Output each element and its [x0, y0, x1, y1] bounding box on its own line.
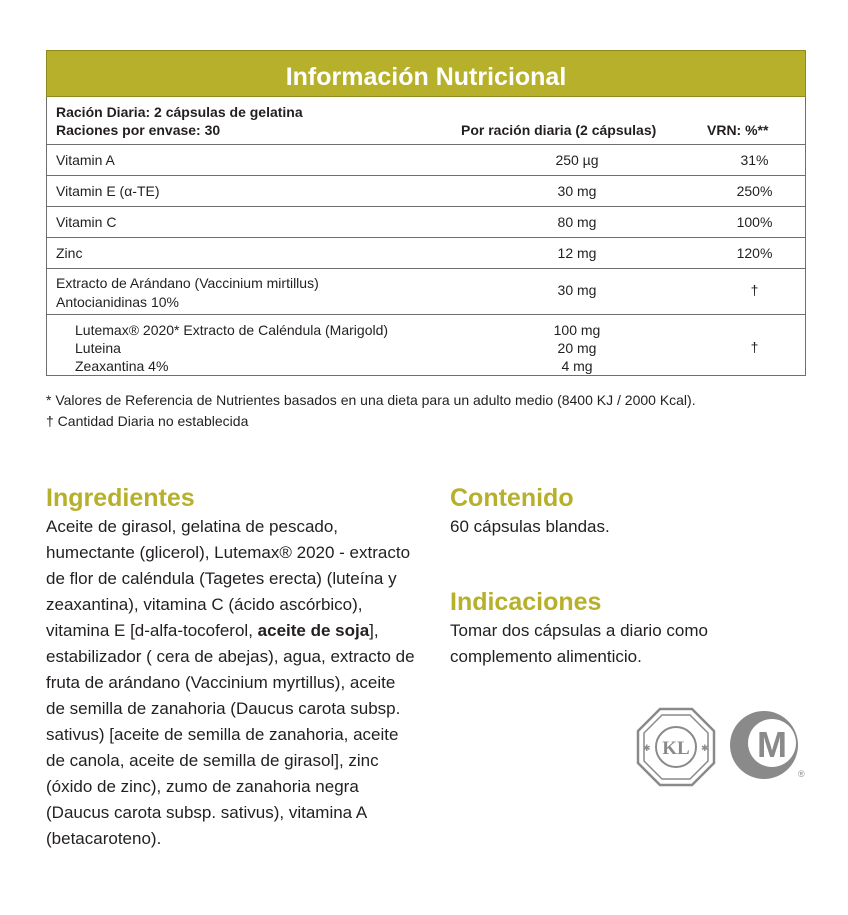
nutrient-name-line: Lutemax® 2020* Extracto de Caléndula (Marigold): [75, 322, 389, 338]
star-right-icon: ✱: [701, 744, 709, 754]
serving-size: Ración Diaria: 2 cápsulas de gelatina: [56, 104, 303, 120]
nutrient-amount-line: 100 mg: [553, 322, 601, 338]
nutrient-amount-line: 20 mg: [557, 340, 597, 356]
nutrient-vrn: 120%: [736, 245, 773, 261]
ingredients-text-start: Aceite de girasol, gelatina de pescado, humectante (glicerol), Lutemax® 2020 - extracto de flor de caléndula (Tagetes erecta) (luteína y zeaxantina), vitamina C (ácido ascórbico), vitamina E [d-alfa-tocoferol,: [46, 517, 411, 640]
nutrient-vrn: †: [750, 282, 759, 298]
m-certification-logo: [728, 707, 808, 787]
nutrient-vrn: 31%: [740, 152, 769, 168]
m-letter: M: [757, 724, 787, 765]
star-left-icon: ✱: [643, 744, 651, 754]
ingredients-heading: Ingredientes: [46, 484, 195, 512]
nutrient-amount-line: 4 mg: [561, 358, 593, 374]
nutrition-title: Información Nutricional: [46, 50, 806, 97]
kosher-letters: KL: [662, 738, 690, 759]
table-row: [47, 207, 805, 238]
nutrient-vrn: 100%: [736, 214, 773, 230]
amount-column-header: Por ración diaria (2 cápsulas): [461, 122, 657, 138]
nutrient-amount: 12 mg: [557, 245, 597, 261]
servings-per-container: Raciones por envase: 30: [56, 122, 221, 138]
kosher-certification-logo: [636, 707, 716, 787]
registered-mark-icon: ®: [798, 769, 805, 779]
vrn-column-header: VRN: %**: [707, 122, 769, 138]
ingredients-text: [46, 514, 416, 852]
nutrition-table: [46, 50, 806, 376]
table-row: [47, 176, 805, 207]
nutrient-name: Vitamin C: [56, 214, 117, 230]
nutrient-amount: 30 mg: [557, 282, 597, 298]
contents-heading: Contenido: [450, 484, 574, 512]
nutrient-amount: 30 mg: [557, 183, 597, 199]
footnotes: [46, 390, 696, 432]
nutrient-name: [56, 274, 319, 312]
nutrient-vrn: 250%: [736, 183, 773, 199]
table-row: [47, 315, 805, 375]
nutrient-name: Vitamin A: [56, 152, 115, 168]
contents-text: 60 cápsulas blandas.: [450, 517, 610, 536]
table-row: [47, 145, 805, 176]
nutrient-amount: 80 mg: [557, 214, 597, 230]
nutrient-name: [75, 321, 388, 375]
nutrient-name: Zinc: [56, 245, 83, 261]
nutrient-vrn: †: [750, 339, 759, 355]
nutrient-amount: 250 µg: [555, 152, 599, 168]
footnote-dagger: † Cantidad Diaria no establecida: [46, 413, 249, 429]
nutrient-name-line: Luteina: [75, 340, 121, 356]
nutrient-name-line: Zeaxantina 4%: [75, 358, 169, 374]
table-row: [47, 269, 805, 315]
nutrient-name: Vitamin E (α-TE): [56, 183, 160, 199]
ingredients-text-end: ], estabilizador ( cera de abejas), agua, extracto de fruta de arándano (Vaccinium myrtillus), aceite de semilla de zanahoria (Daucus carota subsp. sativus) [aceite de semilla de zanahoria, aceite de canola, aceite de semilla de girasol], zinc (óxido de zinc), zumo de zanahoria negra (Daucus carota subsp. sativus), vitamina A (betacaroteno).: [46, 621, 415, 848]
table-row: [47, 238, 805, 269]
nutrition-grid: [46, 97, 806, 376]
allergen-highlight: aceite de soja: [257, 621, 370, 640]
directions-text: Tomar dos cápsulas a diario como complemento alimenticio.: [450, 621, 708, 666]
footnote-vrn: * Valores de Referencia de Nutrientes basados en una dieta para un adulto medio (8400 KJ / 2000 Kcal).: [46, 392, 696, 408]
nutrient-name-line: Extracto de Arándano (Vaccinium mirtillus): [56, 275, 319, 291]
table-header: [47, 97, 805, 145]
directions-heading: Indicaciones: [450, 588, 602, 616]
nutrient-amount: [427, 321, 727, 375]
nutrient-name-line: Antocianidinas 10%: [56, 294, 179, 310]
